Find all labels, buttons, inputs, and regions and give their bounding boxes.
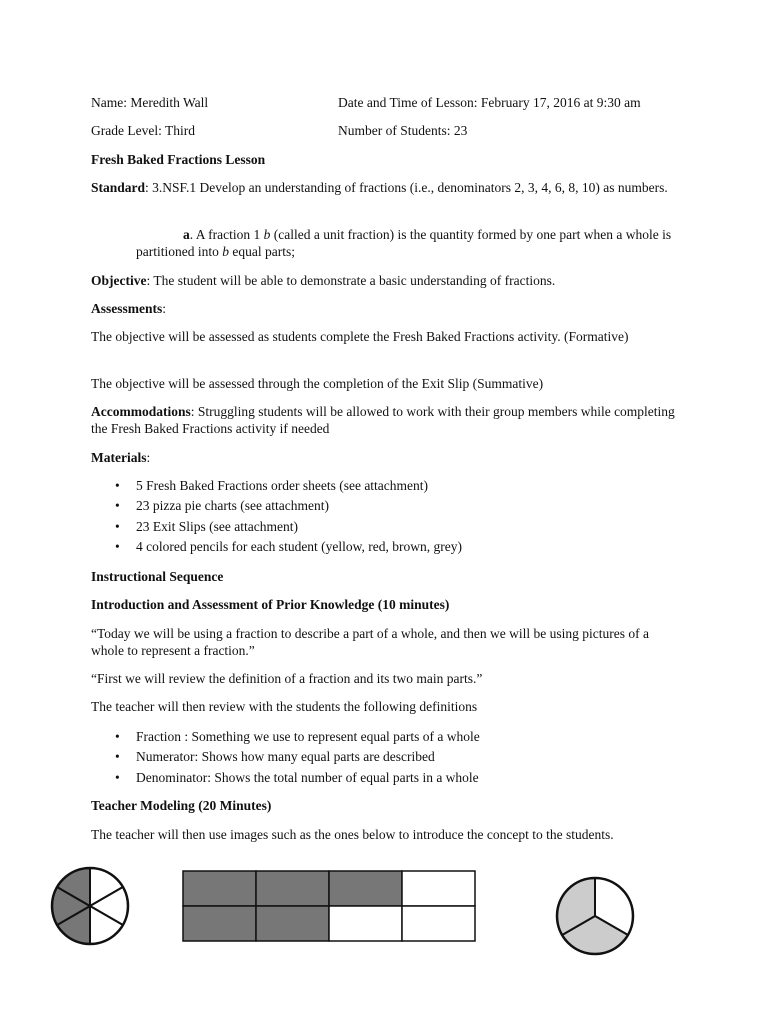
unshaded-cell: [329, 906, 402, 941]
lesson-title: Fresh Baked Fractions Lesson: [91, 152, 266, 167]
unshaded-cell: [402, 906, 475, 941]
instructional-sequence-heading: Instructional Sequence: [91, 569, 224, 584]
subpoint-text-2: (called a unit fraction) is the quantity formed by one part when a whole is partitioned into: [136, 227, 672, 259]
teacher-modeling-heading: Teacher Modeling (20 Minutes): [91, 798, 272, 813]
list-item-text: 23 Exit Slips (see attachment): [136, 518, 298, 534]
materials-heading: [91, 449, 150, 466]
lesson-date-time: Date and Time of Lesson: February 17, 2016 at 9:30 am: [338, 95, 641, 110]
assessments-colon: :: [162, 301, 167, 316]
unshaded-cell: [402, 871, 475, 906]
subpoint-text-1: . A fraction 1: [189, 227, 264, 242]
number-of-students: Number of Students: 23: [338, 123, 468, 138]
materials-label: Materials: [91, 450, 147, 465]
standard-subpoint: [136, 226, 678, 260]
list-item-text: Numerator: Shows how many equal parts are described: [136, 749, 435, 765]
bullet-icon: •: [115, 749, 120, 765]
rectangle-eighths-figure: [182, 870, 476, 942]
shaded-cell: [183, 906, 256, 941]
teacher-modeling-text: The teacher will then use images such as the ones below to introduce the concept to the students.: [91, 827, 614, 842]
shaded-cell: [256, 871, 329, 906]
subpoint-var-2: b: [222, 244, 229, 259]
list-item: [112, 747, 672, 767]
shaded-cell: [256, 906, 329, 941]
intro-quote-2: “First we will review the definition of a fraction and its two main parts.”: [91, 671, 483, 686]
review-text: The teacher will then review with the students the following definitions: [91, 699, 478, 714]
shaded-cell: [329, 871, 402, 906]
list-item-text: 5 Fresh Baked Fractions order sheets (see attachment): [136, 478, 429, 493]
shaded-cell: [183, 871, 256, 906]
teacher-name: Name: Meredith Wall: [91, 95, 209, 110]
list-item: [112, 537, 672, 557]
subpoint-var-1: b: [263, 227, 271, 242]
bullet-icon: •: [115, 478, 120, 493]
circle-thirds-figure: [555, 876, 635, 956]
list-item: [112, 496, 672, 516]
subpoint-label: a: [183, 227, 190, 242]
list-item: [112, 727, 672, 747]
bullet-icon: •: [115, 518, 120, 534]
materials-colon: :: [146, 450, 151, 465]
assessments-heading: [91, 300, 166, 317]
standard-text: : 3.NSF.1 Develop an understanding of fractions (i.e., denominators 2, 3, 4, 6, 8, 10) as numbers.: [145, 180, 668, 195]
objective-text: : The student will be able to demonstrate a basic understanding of fractions.: [146, 273, 556, 288]
bullet-icon: •: [115, 498, 120, 514]
list-item-text: 23 pizza pie charts (see attachment): [136, 498, 330, 514]
standard-paragraph: [91, 179, 681, 196]
list-item: [112, 476, 672, 496]
assessment-formative: The objective will be assessed as students complete the Fresh Baked Fractions activity. (Formative): [91, 329, 629, 344]
list-item: [112, 768, 672, 788]
list-item-text: Denominator: Shows the total number of equal parts in a whole: [136, 769, 479, 785]
standard-label: Standard: [91, 180, 146, 195]
materials-list: [112, 476, 672, 557]
definitions-list: [112, 727, 672, 788]
intro-quote-1: “Today we will be using a fraction to describe a part of a whole, and then we will be using pictures of a whole to represent a fraction.”: [91, 626, 650, 658]
bullet-icon: •: [115, 538, 120, 554]
intro-heading: Introduction and Assessment of Prior Knowledge (10 minutes): [91, 597, 450, 612]
assessments-label: Assessments: [91, 301, 163, 316]
bullet-icon: •: [115, 769, 120, 785]
accommodations-label: Accommodations: [91, 404, 191, 419]
accommodations-paragraph: [91, 403, 681, 437]
subpoint-text-3: equal parts;: [228, 244, 295, 259]
list-item: [112, 517, 672, 537]
objective-paragraph: [91, 272, 681, 289]
list-item-text: Fraction : Something we use to represent equal parts of a whole: [136, 729, 480, 744]
assessment-summative: The objective will be assessed through the completion of the Exit Slip (Summative): [91, 376, 544, 391]
accommodations-text: : Struggling students will be allowed to work with their group members while completing the Fresh Baked Fractions activity if needed: [91, 404, 675, 436]
grade-level: Grade Level: Third: [91, 123, 195, 138]
list-item-text: 4 colored pencils for each student (yellow, red, brown, grey): [136, 538, 463, 554]
objective-label: Objective: [91, 273, 147, 288]
circle-sixths-figure: [50, 866, 130, 946]
bullet-icon: •: [115, 729, 120, 744]
